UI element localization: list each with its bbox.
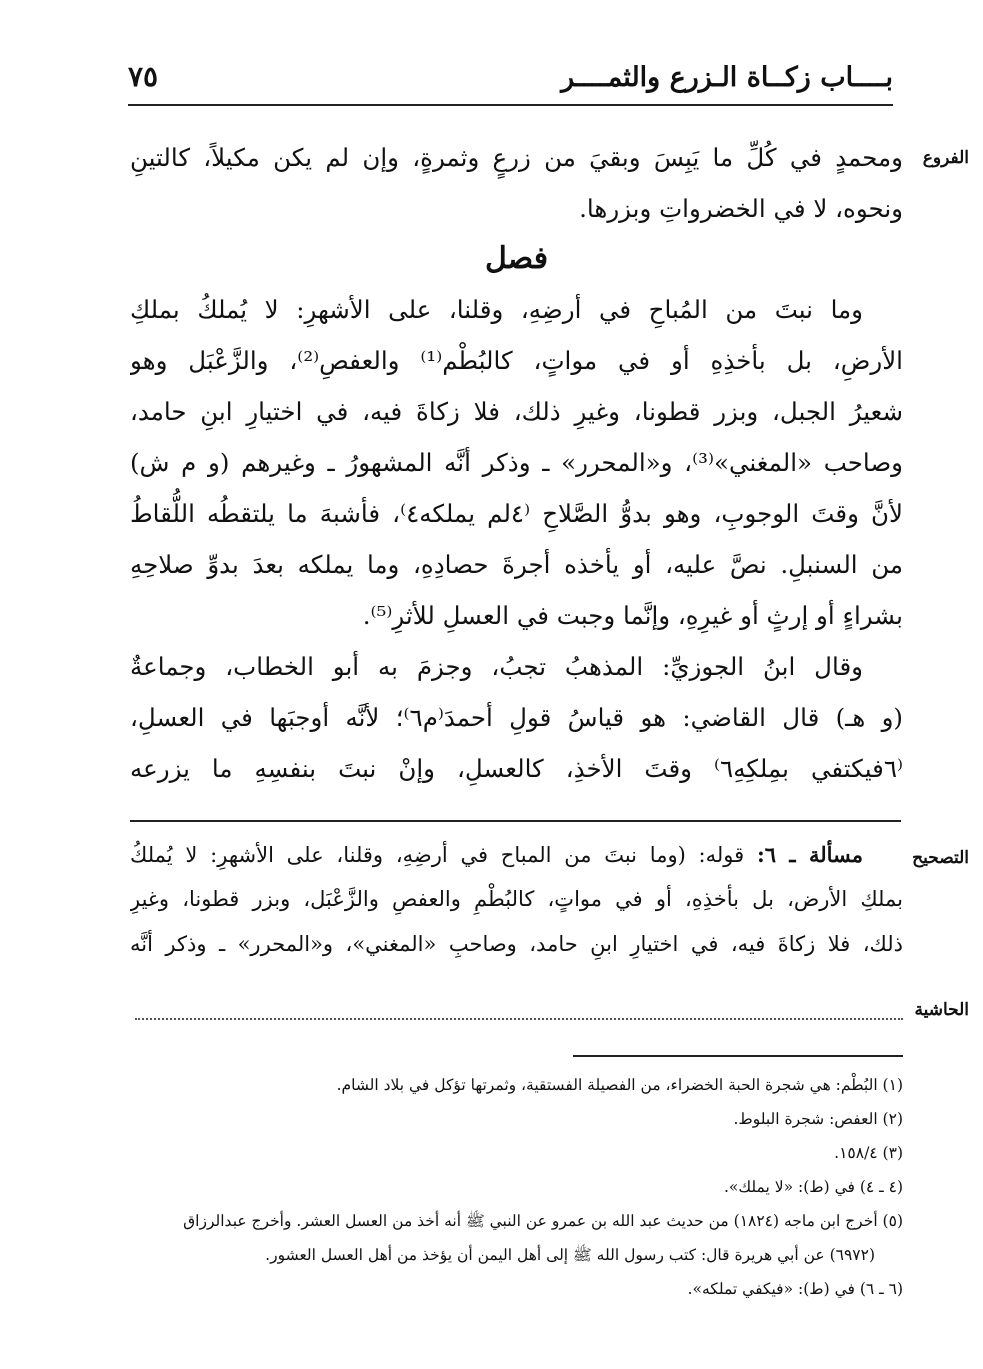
masala-label: مسألة ـ ٦: — [756, 842, 864, 867]
tashih-line: بملكِ الأرض، بل بأخذِهِ، أو في مواتٍ، كالبُطْمِ والعفصِ والزَّعْبَل، وبزر قطونا، وغيرِ — [130, 887, 903, 911]
tashih-line: ذلك، فلا زكاةَ فيه، في اختيارِ ابنِ حامد، وصاحبِ «المغني»، و«المحرر» ـ وذكر أنَّه — [130, 932, 903, 956]
header-rule — [128, 104, 893, 106]
page-number: ٧٥ — [128, 60, 159, 93]
main-line: من السنبلِ. نصَّ عليه، أو يأخذه أجرةَ حصادِهِ، وما يملكه بعدَ بدوِّ صلاحِهِ — [130, 550, 903, 579]
main-line: ⁽٦فيكتفي بمِلكِهِ٦⁾ وقتَ الأخذِ، كالعسلِ، وإنْ نبتَ بنفسِهِ ما يزرعه — [130, 754, 903, 783]
section-heading-fasl: فصل — [484, 241, 549, 276]
main-line: الأرضِ، بل بأخذِهِ أو في مواتٍ، كالبُطْم⁽¹⁾ والعفصِ⁽²⁾، والزَّعْبَل وهو — [130, 346, 903, 375]
footnote: (٣) ١٥٨/٤. — [834, 1144, 903, 1162]
main-line: شعيرُ الجبل، وبزر قطونا، وغيرِ ذلك، فلا زكاةَ فيه، في اختيارِ ابنِ حامد، — [130, 397, 903, 426]
footnote: (٦ ـ ٦) في (ط): «فيكفي تملكه». — [687, 1280, 903, 1298]
tashih-line-text: قوله: (وما نبتَ من المباح في أرضِهِ، وقلنا، على الأشهرِ: لا يُملكُ — [130, 843, 745, 867]
main-line: وما نبتَ من المُباحِ في أرضِهِ، وقلنا، على الأشهرِ: لا يُملكُ بملكِ — [130, 295, 863, 324]
footnote: (٤ ـ ٤) في (ط): «لا يملك». — [723, 1178, 903, 1196]
tashih-line — [130, 832, 903, 877]
section-separator — [130, 820, 901, 822]
main-text — [130, 132, 903, 783]
main-line: ونحوه، لا في الخضرواتِ وبزرها. — [579, 194, 903, 223]
footnote: (١) البُطْم: هي شجرة الحبة الخضراء، من الفصيلة الفستقية، وثمرتها تؤكل في بلاد الشام. — [336, 1076, 903, 1094]
margin-label-furu: الفروع — [922, 148, 969, 168]
hashiya-dotted-line — [135, 1018, 903, 1020]
margin-label-hashiya: الحاشية — [914, 1000, 969, 1020]
main-line: (و هـ) قال القاضي: هو قياسُ قولِ أحمدَ⁽م٦⁾؛ لأنَّه أوجبَها في العسلِ، — [130, 703, 903, 732]
tashih-text — [130, 832, 903, 967]
footnote-continuation: (٦٩٧٢) عن أبي هريرة قال: كتب رسول الله ﷺ إلى أهل اليمن أن يؤخذ من أهل العسل العشور. — [265, 1246, 875, 1264]
margin-label-tashih: التصحيح — [912, 848, 969, 868]
main-line: وصاحب «المغني»⁽³⁾، و«المحرر» ـ وذكر أنَّه المشهورُ ـ وغيرهم (و م ش) — [130, 448, 903, 477]
footnote-separator — [573, 1055, 903, 1057]
footnote: (٢) العفص: شجرة البلوط. — [733, 1110, 903, 1128]
main-line: لأنَّ وقتَ الوجوبِ، وهو بدوُّ الصَّلاحِ ⁽٤لم يملكه٤⁾، فأشبهَ ما يلتقطُه اللُّقاطُ — [130, 499, 903, 528]
main-line: ومحمدٍ في كُلِّ ما يَبِسَ وبقيَ من زرعٍ وثمرةٍ، وإن لم يكن مكيلاً، كالتينِ — [130, 143, 903, 172]
main-line: بشراءٍ أو إرثٍ أو غيرِهِ، وإنَّما وجبت في العسلِ للأثرِ⁽⁵⁾. — [362, 601, 903, 630]
footnote: (٥) أخرج ابن ماجه (١٨٢٤) من حديث عبد الله بن عمرو عن النبي ﷺ أنه أخذ من العسل العشر. وأخرج عبدالرزاق — [183, 1212, 903, 1230]
main-line: وقال ابنُ الجوزيِّ: المذهبُ تجبُ، وجزمَ به أبو الخطاب، وجماعةٌ — [130, 652, 863, 681]
running-header-title: بــــاب زكــاة الـزرع والثمــــر — [561, 62, 893, 93]
footnotes — [130, 1068, 903, 1306]
